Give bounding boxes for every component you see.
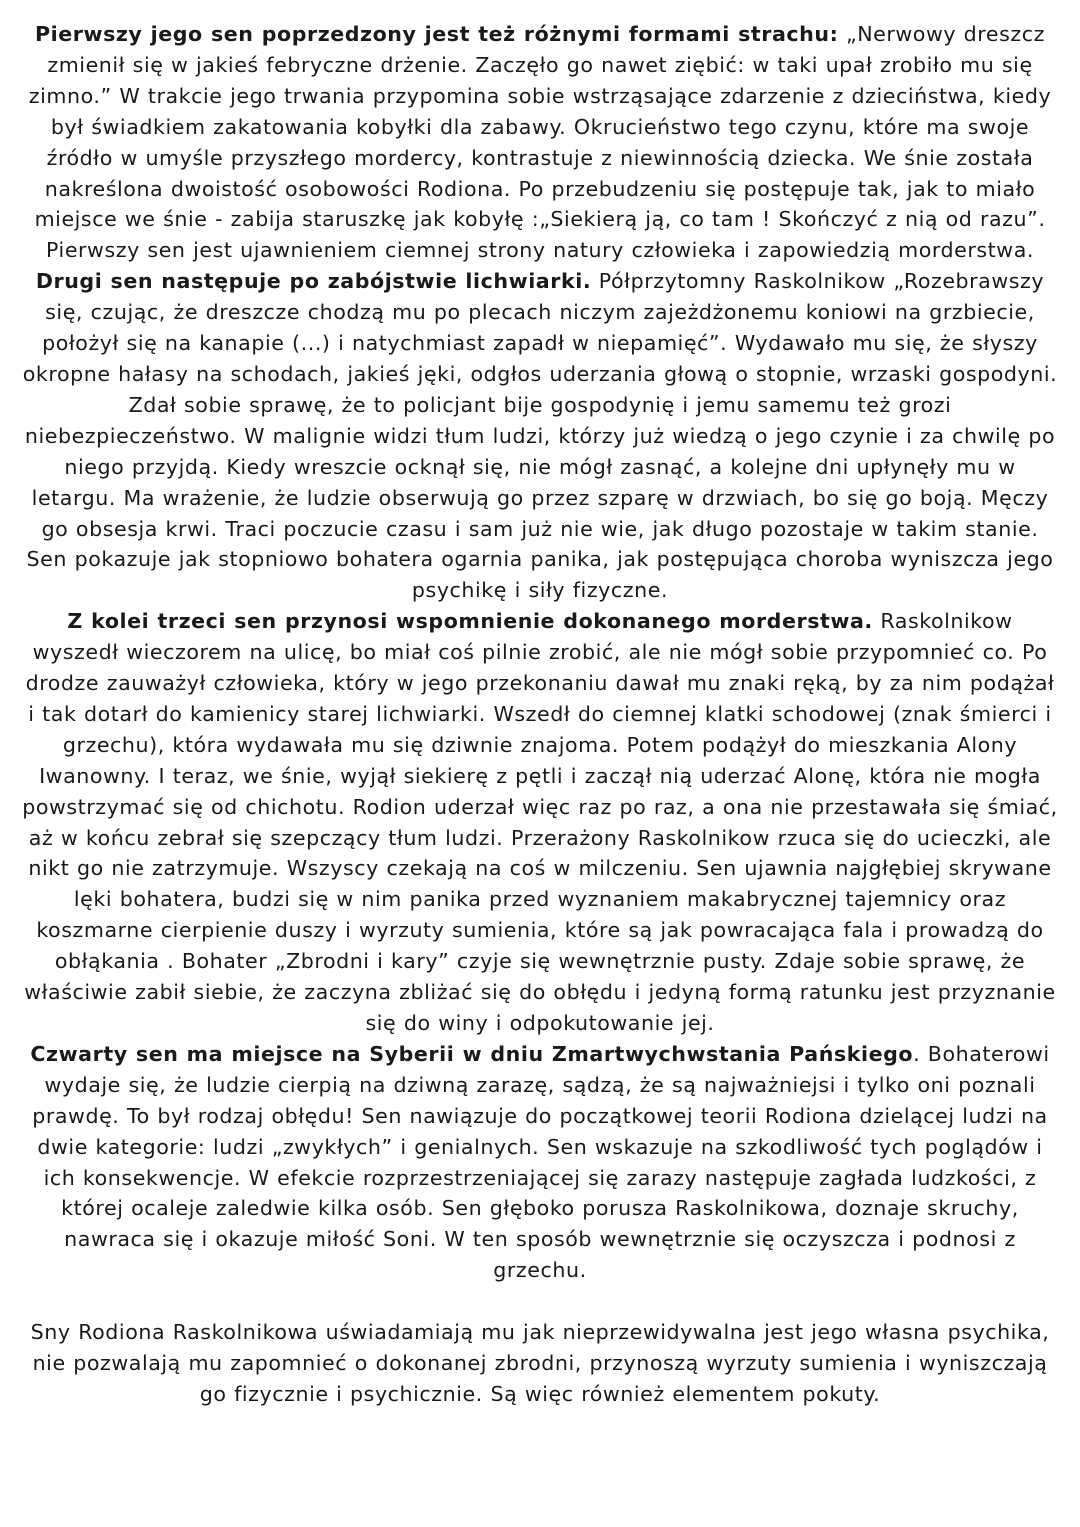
- paragraph-text: . Bohaterowi wydaje się, że ludzie cierpią na dziwną zarazę, sądzą, że są najważniejsi i tylko oni poznali prawdę. To był rodzaj obłędu! Sen nawiązuje do początkowej teorii Rodiona dzielącej ludzi na dwie kategorie: ludzi „zwykłych” i genialnych. Sen wskazuje na szkodliwość tych poglądów i ich konsekwencje. W efekcie rozprzestrzeniającej się zarazy następuje zagłada ludzkości, z której ocaleje zaledwie kilka osób. Sen głęboko porusza Raskolnikowa, doznaje skruchy, nawraca się i okazuje miłość Soni. W ten sposób wewnętrznie się oczyszcza i podnosi z grzechu.: [32, 1041, 1050, 1283]
- paragraph-lead: Z kolei trzeci sen przynosi wspomnienie dokonanego morderstwa.: [67, 609, 873, 634]
- document-body: [22, 19, 1058, 1410]
- paragraph-text: Raskolnikow wyszedł wieczorem na ulicę, bo miał coś pilnie zrobić, ale nie mógł sobie przypomnieć co. Po drodze zauważył człowieka, który w jego przekonaniu dawał mu znaki ręką, by za nim podążał i tak dotarł do kamienicy starej lichwiarki. Wszedł do ciemnej klatki schodowej (znak śmierci i grzechu), która wydawała mu się dziwnie znajoma. Potem podążył do mieszkania Alony Iwanowny. I teraz, we śnie, wyjął siekierę z pętli i zaczął nią uderzać Alonę, która nie mogła powstrzymać się od chichotu. Rodion uderzał więc raz po raz, a ona nie przestawała się śmiać, aż w końcu zebrał się szepczący tłum ludzi. Przerażony Raskolnikow rzuca się do ucieczki, ale nikt go nie zatrzymuje. Wszyscy czekają na coś w milczeniu. Sen ujawnia najgłębiej skrywane lęki bohatera, budzi się w nim panika przed wyznaniem makabrycznej tajemnicy oraz koszmarne cierpienie duszy i wyrzuty sumienia, które są jak powracająca fala i prowadzą do obłąkania . Bohater „Zbrodni i kary” czyje się wewnętrznie pusty. Zdaje sobie sprawę, że właściwie zabił siebie, że zaczyna zbliżać się do obłędu i jedyną formą ratunku jest przyznanie się do winy i odpokutowanie jej.: [22, 609, 1058, 1035]
- paragraph-second-dream: [22, 266, 1058, 606]
- paragraph-lead: Drugi sen następuje po zabójstwie lichwiarki.: [35, 269, 592, 294]
- paragraph-text: Półprzytomny Raskolnikow „Rozebrawszy się, czując, że dreszcze chodzą mu po plecach niczym zajeżdżonemu koniowi na grzbiecie, położył się na kanapie (...) i natychmiast zapadł w niepamięć”. Wydawało mu się, że słyszy okropne hałasy na schodach, jakieś jęki, odgłos uderzania głową o stopnie, wrzaski gospodyni. Zdał sobie sprawę, że to policjant bije gospodynię i jemu samemu też grozi niebezpieczeństwo. W malignie widzi tłum ludzi, którzy już wiedzą o jego czynie i za chwilę po niego przyjdą. Kiedy wreszcie ocknął się, nie mógł zasnąć, a kolejne dni upłynęły mu w letargu. Ma wrażenie, że ludzie obserwują go przez szparę w drzwiach, bo się go boją. Męczy go obsesja krwi. Traci poczucie czasu i sam już nie wie, jak długo pozostaje w takim stanie. Sen pokazuje jak stopniowo bohatera ogarnia panika, jak postępująca choroba wyniszcza jego psychikę i siły fizyczne.: [22, 269, 1058, 603]
- paragraph-fourth-dream: [22, 1039, 1058, 1286]
- paragraph-lead: Czwarty sen ma miejsce na Syberii w dniu Zmartwychwstania Pańskiego: [30, 1041, 914, 1066]
- paragraph-conclusion: Sny Rodiona Raskolnikowa uświadamiają mu jak nieprzewidywalna jest jego własna psychika, nie pozwalają mu zapomnieć o dokonanej zbrodni, przynoszą wyrzuty sumienia i wyniszczają go fizycznie i psychicznie. Są więc również elementem pokuty.: [30, 1320, 1050, 1406]
- paragraph-lead: Pierwszy jego sen poprzedzony jest też różnymi formami strachu:: [35, 22, 839, 46]
- paragraph-first-dream: [22, 19, 1058, 266]
- paragraph-third-dream: [22, 606, 1058, 1039]
- paragraph-text: „Nerwowy dreszcz zmienił się w jakieś febryczne drżenie. Zaczęło go nawet ziębić: w taki upał zrobiło mu się zimno.” W trakcie jego trwania przypomina sobie wstrząsające zdarzenie z dzieciństwa, kiedy był świadkiem zakatowania kobyłki dla zabawy. Okrucieństwo tego czynu, które ma swoje źródło w umyśle przyszłego mordercy, kontrastuje z niewinnością dziecka. We śnie została nakreślona dwoistość osobowości Rodiona. Po przebudzeniu się postępuje tak, jak to miało miejsce we śnie - zabija staruszkę jak kobyłę :„Siekierą ją, co tam ! Skończyć z nią od razu”. Pierwszy sen jest ujawnieniem ciemnej strony natury człowieka i zapowiedzią morderstwa.: [28, 22, 1052, 263]
- paragraph-spacer: [22, 1286, 1058, 1317]
